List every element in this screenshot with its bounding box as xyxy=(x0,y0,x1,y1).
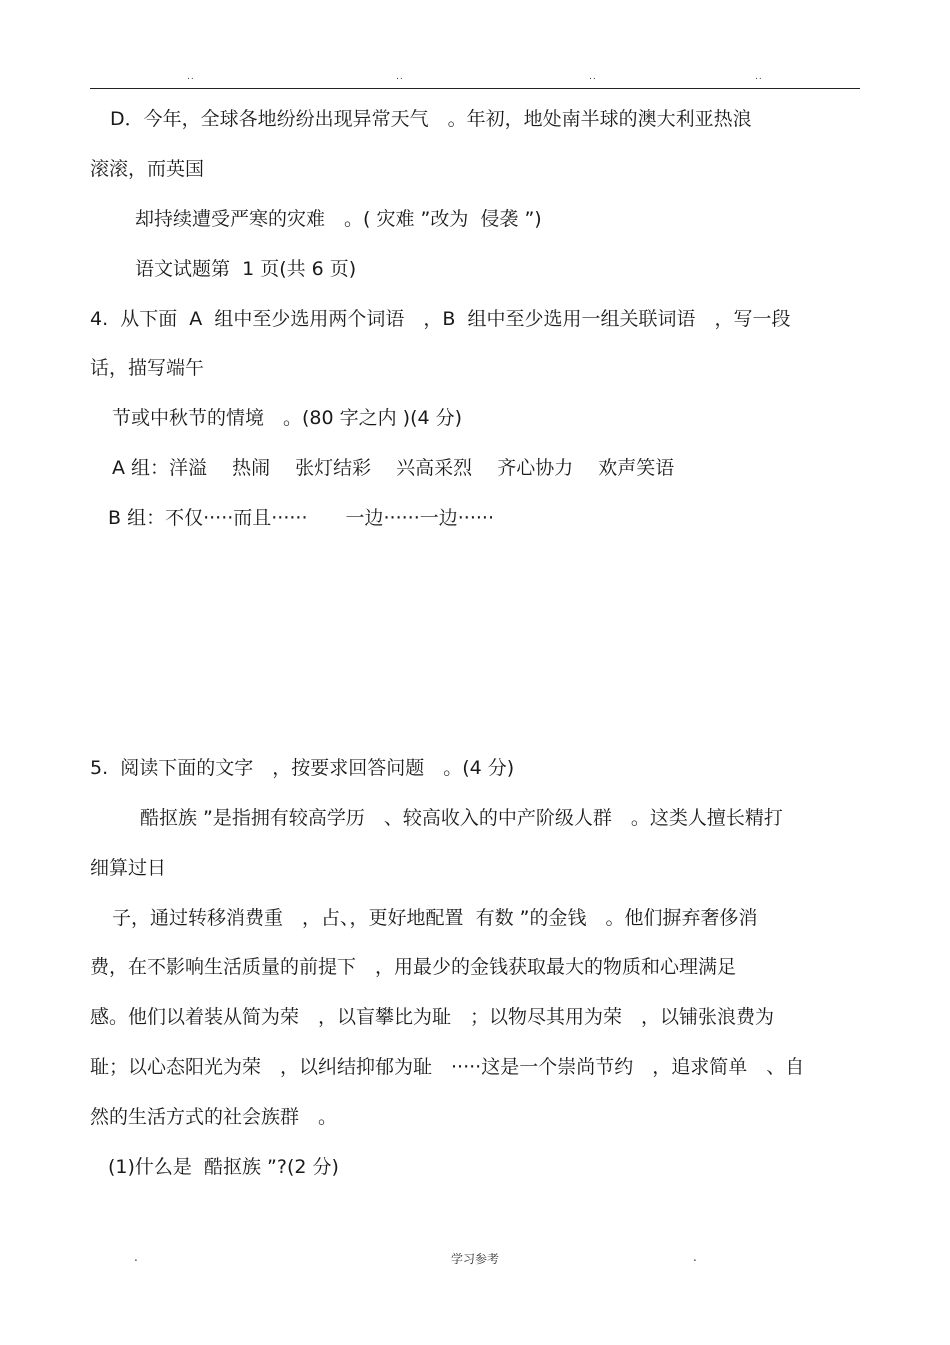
header-dots-4: .. xyxy=(755,72,763,82)
group-b-words: B 组：不仅·····而且······ 一边······一边······ xyxy=(108,507,494,529)
question-4-line2: 话，描写端午 xyxy=(90,357,205,379)
header-dots-1: .. xyxy=(187,72,195,82)
passage-line2: 细算过日 xyxy=(90,857,167,879)
sub-question-1: (1)什么是 酷抠族 ”?(2 分) xyxy=(108,1156,339,1178)
question-4-line3: 节或中秋节的情境 。(80 字之内 )(4 分) xyxy=(112,407,463,429)
option-d-line2: 滚滚，而英国 xyxy=(90,158,205,180)
group-a-words: A 组：洋溢 热闹 张灯结彩 兴高采烈 齐心协力 欢声笑语 xyxy=(112,457,675,479)
passage-line1: 酷抠族 ”是指拥有较高学历 、较高收入的中产阶级人群 。这类人擅长精打 xyxy=(140,807,783,829)
passage-line3: 子，通过转移消费重 ，占、，更好地配置 有数 ”的金钱 。他们摒弃奢侈消 xyxy=(112,907,758,929)
question-4-line1: 4. 从下面 A 组中至少选用两个词语 ，B 组中至少选用一组关联词语 ，写一段 xyxy=(90,308,791,330)
passage-line7: 然的生活方式的社会族群 。 xyxy=(90,1106,338,1128)
footer-left-dot: . xyxy=(134,1250,138,1264)
page-number-line: 语文试题第 1 页(共 6 页) xyxy=(135,258,357,280)
header-dots-2: .. xyxy=(396,72,404,82)
passage-line4: 费，在不影响生活质量的前提下 ，用最少的金钱获取最大的物质和心理满足 xyxy=(90,956,737,978)
option-d-line1: D．今年，全球各地纷纷出现异常天气 。年初，地处南半球的澳大利亚热浪 xyxy=(110,108,752,130)
passage-line5: 感。他们以着装从简为荣 ，以盲攀比为耻 ；以物尽其用为荣 ，以铺张浪费为 xyxy=(90,1006,775,1028)
header-dots-3: .. xyxy=(589,72,597,82)
footer-label: 学习参考 xyxy=(450,1252,499,1266)
question-5-title: 5. 阅读下面的文字 ，按要求回答问题 。(4 分) xyxy=(90,757,515,779)
passage-line6: 耻；以心态阳光为荣 ，以纠结抑郁为耻 ·····这是一个崇尚节约 ，追求简单 、自 xyxy=(90,1056,805,1078)
footer-right-dot: . xyxy=(693,1250,697,1264)
header-rule xyxy=(90,88,860,89)
option-d-line3: 却持续遭受严寒的灾难 。( 灾难 ”改为 侵袭 ”) xyxy=(135,208,542,230)
